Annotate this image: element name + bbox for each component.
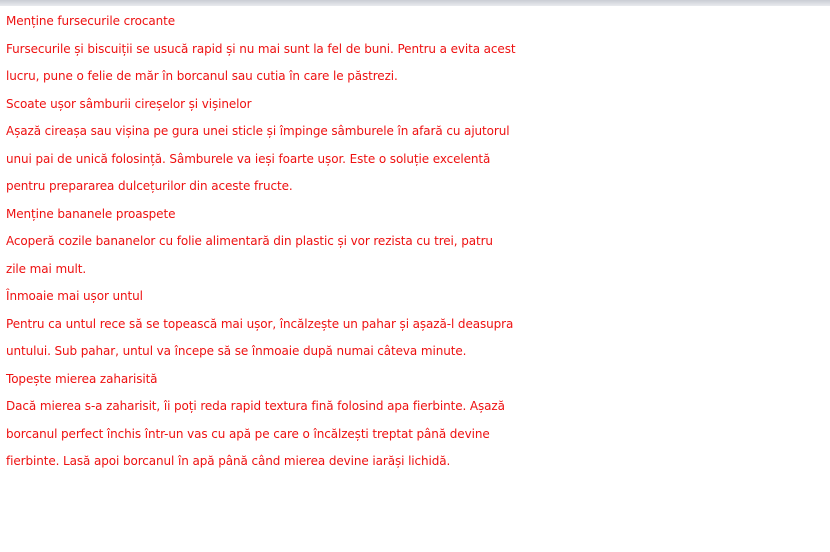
tip-honey <box>6 366 826 476</box>
tip-body-line: zile mai mult. <box>6 261 87 276</box>
tip-title: Înmoaie mai ușor untul <box>6 289 143 303</box>
tip-title: Scoate ușor sâmburii cireșelor și vișinelor <box>6 96 252 111</box>
tips-document <box>6 8 826 476</box>
tip-body-line: pentru prepararea dulcețurilor din aceste fructe. <box>6 179 293 193</box>
tip-bananas <box>6 201 826 284</box>
tip-title: Menține fursecurile crocante <box>6 14 176 28</box>
tip-body-line: fierbinte. Lasă apoi borcanul în apă până când mierea devine iarăși lichidă. <box>6 454 451 468</box>
tip-body-line: unui pai de unică folosință. Sâmburele va ieși foarte ușor. Este o soluție excelentă <box>6 151 491 166</box>
tip-body-line: untului. Sub pahar, untul va începe să se înmoaie după numai câteva minute. <box>6 344 467 358</box>
tip-body-line: borcanul perfect închis într-un vas cu apă pe care o încălzești treptat până devine <box>6 426 490 441</box>
tip-body-line: Acoperă cozile bananelor cu folie alimentară din plastic și vor rezista cu trei, patru <box>6 234 493 248</box>
window-top-edge <box>0 0 830 6</box>
tip-body-line: lucru, pune o felie de măr în borcanul sau cutia în care le păstrezi. <box>6 69 398 83</box>
tip-body-line: Dacă mierea s-a zaharisit, îi poți reda rapid textura fină folosind apa fierbinte. Așază <box>6 399 505 413</box>
tip-butter <box>6 283 826 366</box>
tip-title: Menține bananele proaspete <box>6 206 176 221</box>
tip-body-line: Pentru ca untul rece să se topească mai ușor, încălzește un pahar și așază-l deasupra <box>6 316 514 331</box>
tip-cherries <box>6 91 826 201</box>
tip-title: Topește mierea zaharisită <box>6 371 158 386</box>
tip-body-line: Fursecurile și biscuiții se usucă rapid și nu mai sunt la fel de buni. Pentru a evita acest <box>6 41 516 56</box>
tip-cookies <box>6 8 826 91</box>
tip-body-line: Așază cireașa sau vișina pe gura unei sticle și împinge sâmburele în afară cu ajutorul <box>6 124 510 138</box>
